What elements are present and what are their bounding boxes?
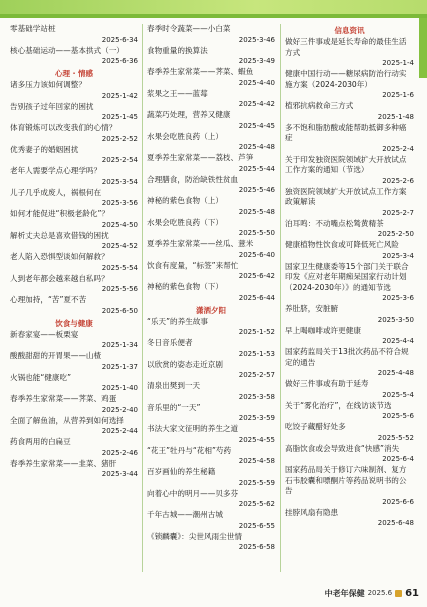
article-title: 音乐里的“一天” xyxy=(147,402,201,412)
issue-page-reference: 2025-5-6 xyxy=(382,412,414,420)
article-title: 水果会吃胜良药（下） xyxy=(147,217,223,227)
toc-entry[interactable] xyxy=(285,240,414,262)
issue-page-reference: 2025-2-50 xyxy=(377,230,414,238)
article-title: 诸多压力该如何调整？ xyxy=(10,80,86,89)
toc-entry[interactable] xyxy=(10,373,138,395)
toc-entry[interactable] xyxy=(147,218,275,240)
issue-page-reference: 2025-6-44 xyxy=(238,293,275,302)
toc-entry[interactable] xyxy=(147,110,275,132)
article-title: 神秘的紫色食物（上） xyxy=(147,196,223,205)
article-title: 零基础学站桩 xyxy=(10,24,56,33)
toc-entry[interactable] xyxy=(10,416,138,438)
issue-page-reference: 2025-1-52 xyxy=(238,328,275,336)
toc-entry[interactable] xyxy=(285,379,414,401)
section-heading: 心理 · 情感 xyxy=(54,69,94,78)
issue-page-reference: 2025-1-40 xyxy=(101,384,138,392)
issue-page-reference: 2025-3-6 xyxy=(382,294,414,302)
issue-page-reference: 2025-5-50 xyxy=(238,229,275,237)
article-title: 书法大家文征明的养生之道 xyxy=(147,424,239,433)
issue-page-reference: 2025-6-48 xyxy=(377,519,414,527)
toc-entry[interactable] xyxy=(147,153,275,175)
toc-entry[interactable] xyxy=(285,101,414,123)
article-title: 体育锻炼可以改变我们的心情？ xyxy=(10,123,117,132)
issue-page-reference: 2025-1-53 xyxy=(238,349,275,358)
toc-entry[interactable] xyxy=(10,274,138,296)
article-title: 国家卫生健康委等15个部门关于联合印发《应对老年期痴呆国家行动计划（2024-2030年）》的通知节选 xyxy=(285,261,409,292)
issue-page-reference: 2025-5-46 xyxy=(238,186,275,194)
page-edge-tab xyxy=(419,18,427,78)
issue-page-reference: 2025-2-40 xyxy=(101,405,138,414)
article-title: 做好三件事或有助于延寿 xyxy=(285,379,369,388)
issue-page-reference: 2025-6-34 xyxy=(101,35,138,44)
issue-page-reference: 2025-1-34 xyxy=(101,341,138,349)
article-title: 食物重量的换算法 xyxy=(147,45,208,55)
toc-entry[interactable] xyxy=(285,347,414,379)
toc-entry[interactable] xyxy=(10,145,138,167)
issue-page-reference: 2025-5-59 xyxy=(238,478,275,487)
toc-entry[interactable] xyxy=(147,89,275,111)
article-title: 百岁画仙的养生秘籍 xyxy=(147,467,216,476)
toc-entry[interactable] xyxy=(10,459,138,481)
toc-entry[interactable] xyxy=(147,239,275,261)
top-decorative-band xyxy=(0,0,427,18)
issue-page-reference: 2025-4-40 xyxy=(238,78,275,87)
toc-entry[interactable] xyxy=(285,219,414,241)
toc-entry[interactable] xyxy=(147,67,275,89)
issue-page-reference: 2025-1-48 xyxy=(377,112,414,121)
toc-entry[interactable] xyxy=(147,403,275,425)
article-title: 神秘的紫色食物（下） xyxy=(147,282,223,291)
toc-entry[interactable] xyxy=(147,175,275,197)
issue-page-reference: 2025-4-50 xyxy=(101,220,138,229)
toc-entry[interactable] xyxy=(10,80,138,102)
article-title: 挂脖风扇有隐患 xyxy=(285,507,339,517)
issue-page-reference: 2025-2-6 xyxy=(382,176,414,185)
toc-entry[interactable] xyxy=(147,282,275,304)
issue-page-reference: 2025-4-58 xyxy=(238,457,275,465)
toc-entry[interactable] xyxy=(285,155,414,187)
issue-page-reference: 2025-2-7 xyxy=(382,208,414,217)
article-title: 火锅也能“健康吃” xyxy=(10,372,72,382)
section-heading: 饮食与健康 xyxy=(55,318,93,328)
article-title: 饮食有度量，“标签”来帮忙 xyxy=(147,260,239,270)
toc-entry[interactable] xyxy=(10,394,138,416)
toc-entry[interactable] xyxy=(147,446,275,468)
issue-page-reference: 2025-3-58 xyxy=(238,392,275,401)
toc-entry[interactable] xyxy=(285,304,414,326)
issue-page-reference: 2025-4-45 xyxy=(238,121,275,130)
article-title: “乐天”的养生故事 xyxy=(147,316,209,326)
toc-entry[interactable] xyxy=(10,252,138,274)
article-title: 核心基础运动——基本拱式（一） xyxy=(10,45,124,55)
toc-column-2 xyxy=(147,24,275,572)
article-title: 健康植物性饮食或可降低死亡风险 xyxy=(285,240,399,249)
toc-column-1 xyxy=(10,24,138,572)
issue-page-reference: 2025-4-42 xyxy=(238,100,275,108)
article-title: 向着心中的明月——贝多芬 xyxy=(147,488,239,498)
toc-entry[interactable] xyxy=(285,187,414,219)
article-title: 冬日音乐便者 xyxy=(147,338,193,347)
toc-entry[interactable] xyxy=(285,465,414,508)
issue-page-reference: 2025-6-40 xyxy=(238,250,275,259)
article-title: 水果会吃胜良药（上） xyxy=(147,131,223,141)
toc-entry[interactable] xyxy=(147,261,275,283)
article-title: 泊耳鸣：不动嘴点松鸶黄精茶 xyxy=(285,218,384,228)
issue-page-reference: 2025-1-42 xyxy=(101,91,138,100)
issue-page-reference: 2025-3-59 xyxy=(238,414,275,422)
issue-page-reference: 2025-6-6 xyxy=(382,497,414,506)
article-title: 蔬菜巧处理，营养又健康 xyxy=(147,110,231,119)
toc-entry[interactable] xyxy=(147,510,275,532)
toc-entry[interactable] xyxy=(10,231,138,253)
issue-page-reference: 2025-5-62 xyxy=(238,500,275,508)
toc-entry[interactable] xyxy=(10,437,138,459)
toc-entry[interactable] xyxy=(285,326,414,348)
issue-page-reference: 2025-5-52 xyxy=(377,433,414,442)
issue-page-reference: 2025-3-49 xyxy=(238,57,275,65)
toc-entry[interactable] xyxy=(285,508,414,530)
toc-entry[interactable] xyxy=(10,102,138,124)
article-title: 清泉出樊到一天 xyxy=(147,381,201,390)
toc-entry[interactable] xyxy=(285,444,414,466)
article-title: 春季养生家常菜——韭菜、猪肝 xyxy=(10,458,117,468)
issue-page-reference: 2025-4-55 xyxy=(238,435,275,444)
issue-page-reference: 2025-3-54 xyxy=(101,177,138,186)
issue-page-reference: 2025-6-58 xyxy=(238,543,275,551)
article-title: 多不饱和脂肪酸或能帮助抵御多种癌症 xyxy=(285,122,407,142)
toc-entry[interactable] xyxy=(10,188,138,210)
toc-entry[interactable] xyxy=(147,132,275,154)
toc-entry[interactable] xyxy=(10,295,138,317)
article-title: 心理加持，“苦”夏不苦 xyxy=(10,295,87,304)
toc-entry[interactable] xyxy=(285,262,414,305)
issue-page-reference: 2025-3-50 xyxy=(377,315,414,324)
issue-page-reference: 2025-3-4 xyxy=(382,251,414,260)
article-title: 吃饺子藏醋好处多 xyxy=(285,422,346,431)
article-title: 千年古城——潮州古城 xyxy=(147,510,223,519)
issue-page-reference: 2025-6-42 xyxy=(238,272,275,280)
issue-page-reference: 2025-1-6 xyxy=(382,91,414,99)
article-title: 夏季养生家常菜——荔枝、芦笋 xyxy=(147,153,254,162)
article-title: 儿子几乎成废人，祸根何在 xyxy=(10,187,102,197)
article-title: 养肚脐，安脏腑 xyxy=(285,304,339,313)
issue-page-reference: 2025-6-50 xyxy=(101,306,138,315)
article-title: 新春家宴——板栗宴 xyxy=(10,329,79,339)
article-title: 健康中国行动——糖尿病防治行动实施方案（2024-2030年） xyxy=(285,69,407,89)
toc-entry[interactable] xyxy=(147,360,275,382)
article-title: 《锁麟囊》：尖世风雨尘世情 xyxy=(147,531,242,541)
toc-entry[interactable] xyxy=(285,69,414,101)
toc-entry[interactable] xyxy=(10,209,138,231)
article-title: 以欣赏的姿态走近京剧 xyxy=(147,359,223,369)
issue-page-reference: 2025-5-4 xyxy=(382,390,414,399)
issue-number: 2025.6 xyxy=(367,589,393,597)
issue-page-reference: 2025-5-56 xyxy=(101,285,138,293)
toc-entry[interactable] xyxy=(285,37,414,69)
toc-column-3 xyxy=(285,24,414,572)
article-title: “花王”牡丹与“花相”芍药 xyxy=(147,445,232,455)
table-of-contents xyxy=(10,24,414,574)
column-divider xyxy=(280,24,281,572)
article-title: 酸酸甜甜的开胃果——山楂 xyxy=(10,351,102,360)
issue-page-reference: 2025-1-4 xyxy=(382,59,414,67)
toc-entry[interactable] xyxy=(10,46,138,68)
article-title: 春季养生家常菜——荠菜、鸡蛋 xyxy=(10,394,117,403)
article-title: 老年人需要学点心理学吗？ xyxy=(10,166,102,175)
issue-page-reference: 2025-3-56 xyxy=(101,199,138,207)
article-title: 浆果之王——蓝莓 xyxy=(147,88,208,98)
toc-entry[interactable] xyxy=(147,196,275,218)
page-number: 61 xyxy=(405,587,419,599)
article-title: 植邪抗病救命三方式 xyxy=(285,101,354,110)
issue-page-reference: 2025-2-54 xyxy=(101,156,138,164)
article-title: 药食两用的白扁豆 xyxy=(10,437,71,446)
section-heading: 潇洒夕阳 xyxy=(196,305,226,315)
article-title: 关于印发独资医院领域扩大开放试点工作方案的通知（节选） xyxy=(285,154,407,174)
toc-entry[interactable] xyxy=(10,351,138,373)
page-footer xyxy=(325,585,419,601)
issue-page-reference: 2025-5-44 xyxy=(238,164,275,173)
toc-entry[interactable] xyxy=(147,467,275,489)
issue-page-reference: 2025-4-4 xyxy=(382,337,414,345)
issue-page-reference: 2025-4-48 xyxy=(238,143,275,151)
issue-page-reference: 2025-1-37 xyxy=(101,362,138,371)
issue-page-reference: 2025-2-57 xyxy=(238,371,275,379)
issue-page-reference: 2025-5-48 xyxy=(238,207,275,216)
article-title: 合理膳食，防治缺铁性贫血 xyxy=(147,174,239,184)
issue-page-reference: 2025-5-54 xyxy=(101,263,138,272)
article-title: 优秀妻子的婚姻困扰 xyxy=(10,144,79,154)
article-title: 如何才能促进“积极老龄化”？ xyxy=(10,209,109,218)
footer-square-icon xyxy=(395,590,402,597)
issue-page-reference: 2025-2-52 xyxy=(101,134,138,143)
issue-page-reference: 2025-2-4 xyxy=(382,144,414,153)
issue-page-reference: 2025-6-4 xyxy=(382,455,414,463)
article-title: 全面了解鱼油，从营养到如何选择 xyxy=(10,415,124,425)
article-title: 关于“雾化治疗”，在线访谈节选 xyxy=(285,400,392,410)
issue-page-reference: 2025-6-55 xyxy=(238,521,275,530)
toc-entry[interactable] xyxy=(147,424,275,446)
article-title: 人到老年都会越来越自私吗？ xyxy=(10,273,109,283)
issue-page-reference: 2025-4-52 xyxy=(101,242,138,250)
article-title: 国家药品局关于修订六味制剂、复方石韦胶囊和嘌酮片等药品说明书的公告 xyxy=(285,465,407,495)
issue-page-reference: 2025-2-44 xyxy=(101,427,138,435)
toc-entry[interactable] xyxy=(285,123,414,155)
issue-page-reference: 2025-6-36 xyxy=(101,57,138,65)
article-title: 高脂饮食或会导致进食“快感”消失 xyxy=(285,443,400,453)
toc-entry[interactable] xyxy=(147,381,275,403)
toc-entry[interactable] xyxy=(10,330,138,352)
issue-page-reference: 2025-2-46 xyxy=(101,448,138,457)
toc-entry[interactable] xyxy=(147,317,275,339)
issue-page-reference: 2025-3-46 xyxy=(238,35,275,44)
toc-entry[interactable] xyxy=(147,46,275,68)
toc-entry[interactable] xyxy=(147,532,275,554)
section-heading: 信息资讯 xyxy=(334,26,365,35)
issue-page-reference: 2025-4-48 xyxy=(377,369,414,377)
article-title: 春季时令蔬菜——小白菜 xyxy=(147,24,231,33)
article-title: 国家药监局关于13批次药品不符合规定的通告 xyxy=(285,347,409,367)
issue-page-reference: 2025-3-44 xyxy=(101,470,138,478)
toc-entry[interactable] xyxy=(285,422,414,444)
article-title: 夏季养生家常菜——丝瓜、薏米 xyxy=(147,239,254,248)
column-divider xyxy=(142,24,143,572)
toc-entry[interactable] xyxy=(10,123,138,145)
article-title: 做好三件事或是延长寿命的最佳生活方式 xyxy=(285,37,407,57)
toc-entry[interactable] xyxy=(147,338,275,360)
issue-page-reference: 2025-1-45 xyxy=(101,113,138,121)
article-title: 春季养生家常菜——荠菜、蝦鱼 xyxy=(147,67,254,76)
article-title: 早上喝咖啡或许更健康 xyxy=(285,325,361,335)
toc-entry[interactable] xyxy=(10,166,138,188)
magazine-name: 中老年保健 xyxy=(324,587,365,598)
article-title: 告别孩子过年回家的困扰 xyxy=(10,101,94,111)
article-title: 解析丈夫总是喜欢借钱的困扰 xyxy=(10,230,109,240)
toc-entry[interactable] xyxy=(147,489,275,511)
article-title: 独资医院领域扩大开放试点工作方案政策解读 xyxy=(285,186,407,206)
toc-entry[interactable] xyxy=(10,24,138,46)
toc-entry[interactable] xyxy=(147,24,275,46)
article-title: 老人陷入恐惧型谈如何解救？ xyxy=(10,252,109,261)
toc-entry[interactable] xyxy=(285,401,414,423)
